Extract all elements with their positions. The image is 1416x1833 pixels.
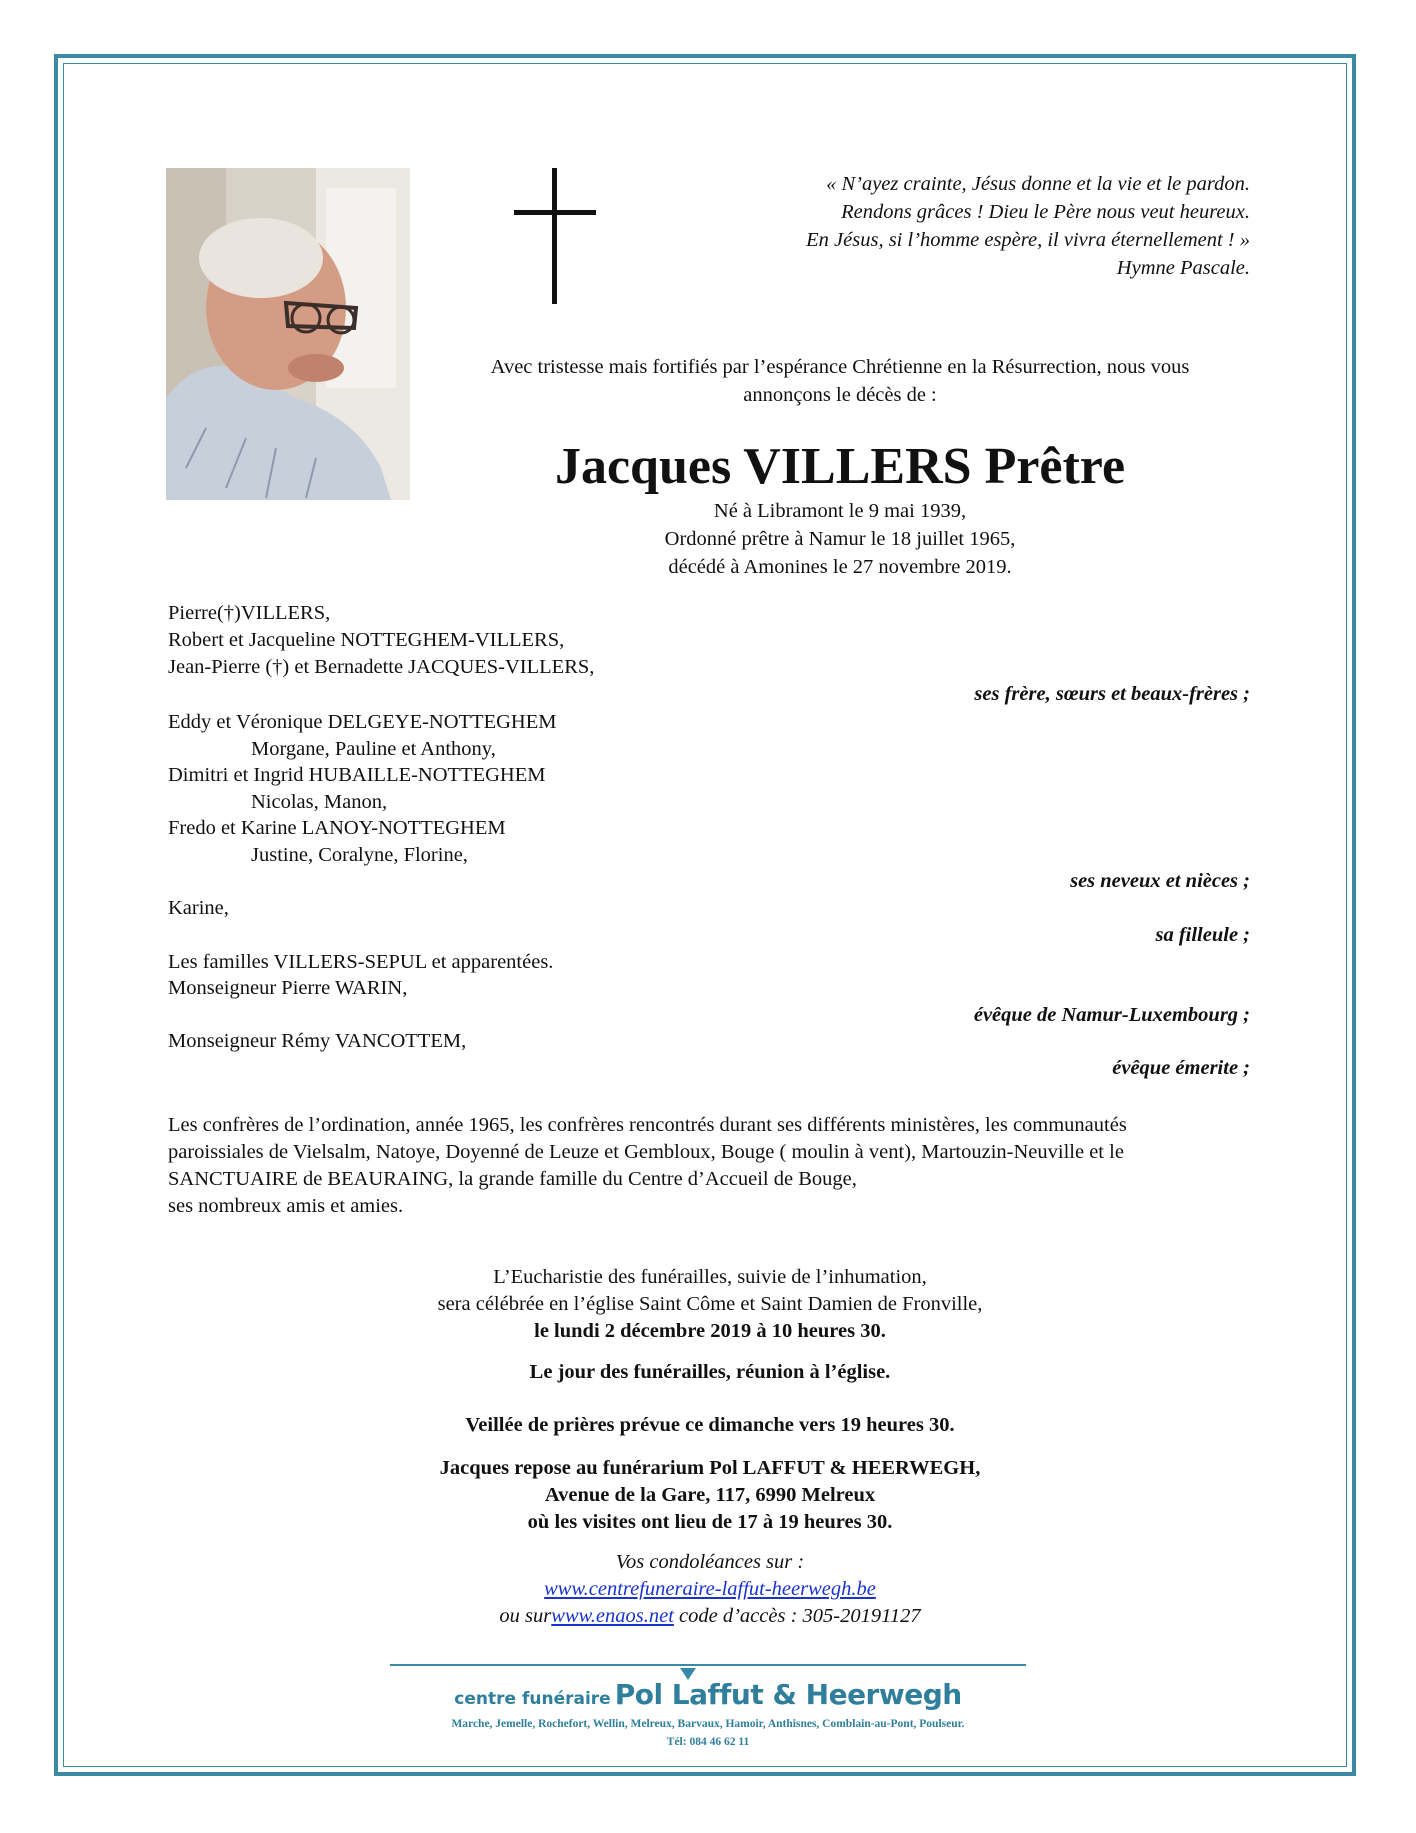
intro-line: Avec tristesse mais fortifiés par l’espérance Chrétienne en la Résurrection, nous vous <box>490 356 1190 378</box>
rest-info <box>230 1455 1190 1536</box>
family-line: Robert et Jacqueline NOTTEGHEM-VILLERS, <box>168 629 565 651</box>
intro-text <box>430 353 1250 409</box>
enaos-link[interactable]: www.enaos.net <box>551 1605 674 1627</box>
quote-source: Hymne Pascale. <box>1116 257 1250 279</box>
funeral-home-logo <box>390 1678 1026 1711</box>
brand-name: Pol Laffut & Heerwegh <box>614 1678 962 1711</box>
rest-line: Jacques repose au funérarium Pol LAFFUT & HEERWEGH, <box>439 1457 981 1479</box>
condolences-block <box>230 1549 1190 1630</box>
family-line: Eddy et Véronique DELGEYE-NOTTEGHEM <box>168 711 557 733</box>
family-line: Nicolas, Manon, <box>251 791 388 813</box>
portrait-photo <box>166 168 410 500</box>
vigil-note: Veillée de prières prévue ce dimanche vers 19 heures 30. <box>465 1414 955 1436</box>
relation-label: évêque émerite ; <box>1112 1057 1250 1079</box>
funeral-home-link[interactable]: www.centrefuneraire-laffut-heerwegh.be <box>544 1578 876 1600</box>
footer-phone: Tél: 084 46 62 11 <box>666 1736 750 1748</box>
paragraph-line: SANCTUAIRE de BEAURAING, la grande famille du Centre d’Accueil de Bouge, <box>168 1168 857 1190</box>
ordination-line: Ordonné prêtre à Namur le 18 juillet 1965, <box>664 528 1016 550</box>
rest-line: Avenue de la Gare, 117, 6990 Melreux <box>544 1484 876 1506</box>
family-line: Les familles VILLERS-SEPUL et apparentées. <box>168 951 554 973</box>
gathering-note: Le jour des funérailles, réunion à l’église. <box>529 1361 891 1383</box>
quote-line: « N’ayez crainte, Jésus donne et la vie et le pardon. <box>826 173 1250 195</box>
rest-line: où les visites ont lieu de 17 à 19 heures 30. <box>527 1511 893 1533</box>
family-line: Morgane, Pauline et Anthony, <box>251 738 496 760</box>
paragraph-line: ses nombreux amis et amies. <box>168 1195 404 1217</box>
family-line: Monseigneur Rémy VANCOTTEM, <box>168 1030 467 1052</box>
funeral-line: sera célébrée en l’église Saint Côme et Saint Damien de Fronville, <box>437 1293 983 1315</box>
quote-block <box>660 170 1250 282</box>
relation-label: ses frère, sœurs et beaux-frères ; <box>974 683 1250 705</box>
funeral-date: le lundi 2 décembre 2019 à 10 heures 30. <box>534 1320 886 1342</box>
family-line: Justine, Coralyne, Florine, <box>251 844 468 866</box>
funeral-line: L’Eucharistie des funérailles, suivie de l’inhumation, <box>493 1266 927 1288</box>
or-prefix: ou sur <box>499 1605 552 1627</box>
funeral-info <box>230 1264 1190 1345</box>
death-line: décédé à Amonines le 27 novembre 2019. <box>668 556 1012 578</box>
intro-line: annonçons le décès de : <box>743 384 937 406</box>
family-line: Dimitri et Ingrid HUBAILLE-NOTTEGHEM <box>168 764 546 786</box>
brand-prefix: centre funéraire <box>454 1689 611 1709</box>
relation-label: sa filleule ; <box>1155 924 1250 946</box>
quote-line: En Jésus, si l’homme espère, il vivra éternellement ! » <box>806 229 1250 251</box>
footer-rule <box>390 1664 1026 1666</box>
family-line: Fredo et Karine LANOY-NOTTEGHEM <box>168 817 506 839</box>
paragraph-line: Les confrères de l’ordination, année 1965, les confrères rencontrés durant ses différents ministères, les communautés <box>168 1114 1127 1136</box>
relation-label: ses neveux et nièces ; <box>1070 870 1250 892</box>
cross-icon <box>514 168 596 304</box>
deceased-dates <box>430 497 1250 581</box>
access-code: code d’accès : 305-20191127 <box>673 1605 921 1627</box>
deceased-name: Jacques VILLERS Prêtre <box>554 438 1126 495</box>
birth-line: Né à Libramont le 9 mai 1939, <box>713 500 967 522</box>
family-line: Jean-Pierre (†) et Bernadette JACQUES-VILLERS, <box>168 656 595 678</box>
quote-line: Rendons grâces ! Dieu le Père nous veut heureux. <box>841 201 1250 223</box>
family-line: Monseigneur Pierre WARIN, <box>168 977 408 999</box>
family-line: Pierre(†)VILLERS, <box>168 602 331 624</box>
paragraph-line: paroissiales de Vielsalm, Natoye, Doyenné de Leuze et Gembloux, Bouge ( moulin à vent), Martouzin-Neuville et le <box>168 1141 1124 1163</box>
relation-label: évêque de Namur-Luxembourg ; <box>973 1004 1250 1026</box>
family-line: Karine, <box>168 897 229 919</box>
confreres-paragraph <box>168 1112 1258 1220</box>
footer-towns: Marche, Jemelle, Rochefort, Wellin, Melreux, Barvaux, Hamoir, Anthisnes, Comblain-au-Pont, Poulseur. <box>451 1718 965 1730</box>
condolences-label: Vos condoléances sur : <box>615 1551 805 1573</box>
